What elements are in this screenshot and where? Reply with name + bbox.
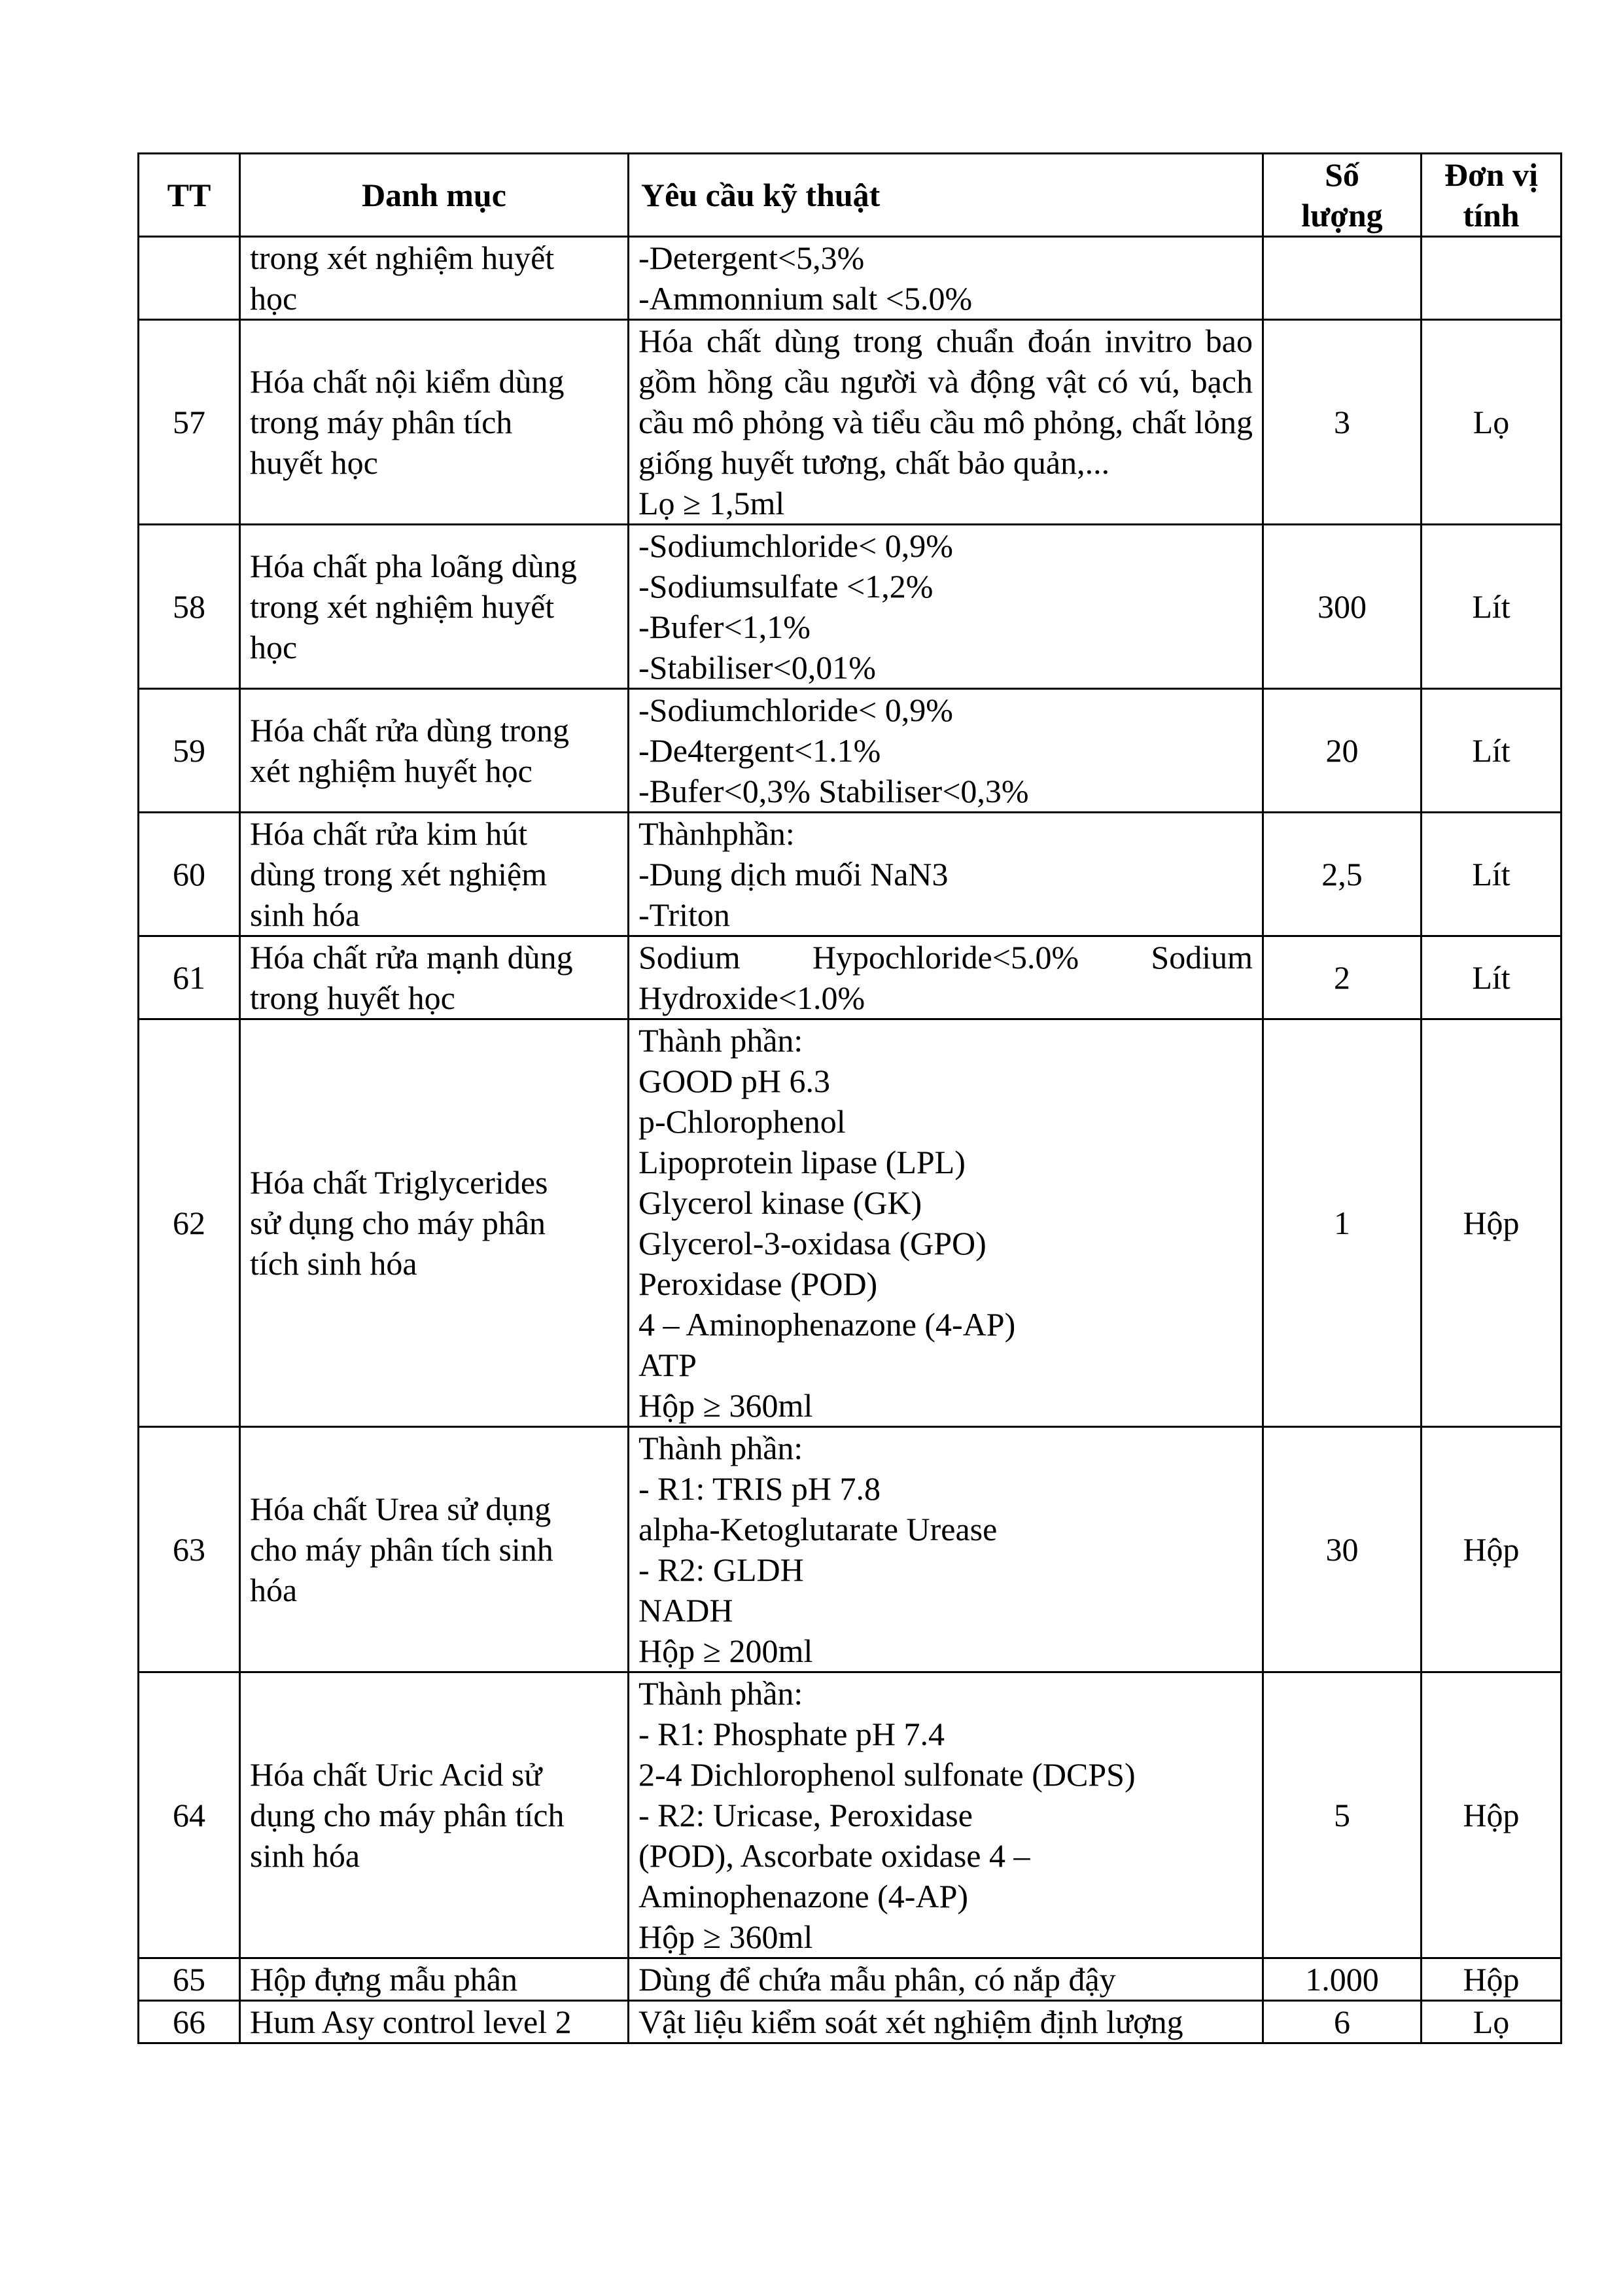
- yeu-cau-line: -Bufer<1,1%: [638, 609, 811, 645]
- yeu-cau-line: NADH: [638, 1592, 733, 1629]
- yeu-cau-line: - R1: Phosphate pH 7.4: [638, 1716, 945, 1752]
- danh-muc-line: Hum Asy control level 2: [250, 2004, 572, 2040]
- yeu-cau-line: -Detergent<5,3%: [638, 239, 865, 276]
- cell-danh-muc: [240, 1672, 629, 1958]
- danh-muc-line: học: [250, 280, 298, 317]
- cell-tt: 66: [139, 2001, 240, 2043]
- danh-muc-line: trong xét nghiệm huyết: [250, 239, 555, 276]
- yeu-cau-line: -Sodiumchloride< 0,9%: [638, 692, 953, 728]
- table-row: [139, 936, 1562, 1019]
- yeu-cau-line: Thành phần:: [638, 1022, 803, 1059]
- cell-so-luong: 2,5: [1263, 813, 1422, 936]
- header-don-vi-line2: tính: [1463, 197, 1520, 234]
- danh-muc-line: trong huyết học: [250, 980, 455, 1016]
- cell-don-vi: Hộp: [1422, 1427, 1562, 1672]
- danh-muc-line: Hóa chất rửa kim hút: [250, 815, 528, 852]
- danh-muc-line: Hóa chất rửa dùng trong: [250, 712, 570, 749]
- cell-danh-muc: [240, 2001, 629, 2043]
- table-row: [139, 689, 1562, 813]
- danh-muc-line: sinh hóa: [250, 896, 360, 933]
- technical-spec-table: [137, 152, 1562, 2044]
- yeu-cau-paragraph: Hóa chất dùng trong chuẩn đoán invitro bao gồm hồng cầu người và động vật có vú, bạch cầu mô phỏng và tiểu cầu mô phỏng, chất lỏng giống huyết tương, chất bảo quản,...: [638, 323, 1253, 481]
- yeu-cau-line: Dùng để chứa mẫu phân, có nắp đậy: [638, 1961, 1116, 1998]
- yeu-cau-line: alpha-Ketoglutarate Urease: [638, 1511, 998, 1547]
- cell-yeu-cau: [629, 936, 1263, 1019]
- table-row: [139, 813, 1562, 936]
- header-yeu-cau: Yêu cầu kỹ thuật: [629, 154, 1263, 237]
- cell-tt: 57: [139, 320, 240, 525]
- cell-don-vi: Lít: [1422, 936, 1562, 1019]
- yeu-cau-line: -Ammonnium salt <5.0%: [638, 280, 973, 317]
- cell-yeu-cau: [629, 525, 1263, 689]
- table-body: [139, 237, 1562, 2043]
- cell-tt: 62: [139, 1019, 240, 1427]
- yeu-cau-line: Vật liệu kiểm soát xét nghiệm định lượng: [638, 2004, 1183, 2040]
- table-header-row: [139, 154, 1562, 237]
- yeu-cau-line: (POD), Ascorbate oxidase 4 –: [638, 1837, 1030, 1874]
- cell-so-luong: [1263, 237, 1422, 320]
- yeu-cau-line: - R2: GLDH: [638, 1551, 804, 1588]
- danh-muc-line: Hóa chất nội kiểm dùng: [250, 363, 565, 400]
- danh-muc-line: Hóa chất pha loãng dùng: [250, 548, 577, 584]
- cell-don-vi: [1422, 237, 1562, 320]
- cell-yeu-cau: [629, 1958, 1263, 2001]
- yeu-cau-line: - R2: Uricase, Peroxidase: [638, 1797, 973, 1833]
- cell-yeu-cau: [629, 320, 1263, 525]
- yeu-cau-line: Peroxidase (POD): [638, 1265, 878, 1302]
- header-danh-muc: Danh mục: [240, 154, 629, 237]
- header-so-luong-line1: Số: [1325, 156, 1359, 193]
- yeu-cau-line: Thànhphần:: [638, 815, 795, 852]
- cell-so-luong: 1: [1263, 1019, 1422, 1427]
- yeu-cau-line: Thành phần:: [638, 1675, 803, 1712]
- cell-tt: 64: [139, 1672, 240, 1958]
- cell-danh-muc: [240, 320, 629, 525]
- header-don-vi: [1422, 154, 1562, 237]
- yeu-cau-line: Hộp ≥ 360ml: [638, 1387, 813, 1424]
- danh-muc-line: học: [250, 629, 298, 665]
- cell-yeu-cau: [629, 1672, 1263, 1958]
- cell-tt: 60: [139, 813, 240, 936]
- cell-danh-muc: [240, 936, 629, 1019]
- danh-muc-line: Hộp đựng mẫu phân: [250, 1961, 517, 1998]
- cell-don-vi: Lít: [1422, 689, 1562, 813]
- yeu-cau-line: ATP: [638, 1347, 697, 1383]
- cell-don-vi: Hộp: [1422, 1672, 1562, 1958]
- cell-yeu-cau: [629, 813, 1263, 936]
- yeu-cau-line: Thành phần:: [638, 1430, 803, 1466]
- danh-muc-line: xét nghiệm huyết học: [250, 752, 532, 789]
- table-row: [139, 525, 1562, 689]
- cell-don-vi: Lít: [1422, 813, 1562, 936]
- cell-danh-muc: [240, 813, 629, 936]
- cell-don-vi: Lọ: [1422, 320, 1562, 525]
- cell-tt: 58: [139, 525, 240, 689]
- cell-so-luong: 3: [1263, 320, 1422, 525]
- danh-muc-line: hóa: [250, 1572, 298, 1608]
- cell-danh-muc: [240, 689, 629, 813]
- table-row: [139, 1427, 1562, 1672]
- cell-don-vi: Lít: [1422, 525, 1562, 689]
- table-row: [139, 1019, 1562, 1427]
- cell-yeu-cau: [629, 237, 1263, 320]
- yeu-cau-line: Aminophenazone (4-AP): [638, 1878, 969, 1915]
- cell-so-luong: 6: [1263, 2001, 1422, 2043]
- header-tt: TT: [139, 154, 240, 237]
- header-so-luong-line2: lượng: [1301, 197, 1383, 234]
- cell-danh-muc: [240, 1958, 629, 2001]
- cell-so-luong: 300: [1263, 525, 1422, 689]
- cell-yeu-cau: [629, 689, 1263, 813]
- cell-don-vi: Lọ: [1422, 2001, 1562, 2043]
- header-so-luong: [1263, 154, 1422, 237]
- yeu-cau-line: - R1: TRIS pH 7.8: [638, 1470, 881, 1507]
- yeu-cau-line: -Dung dịch muối NaN3: [638, 856, 949, 892]
- cell-so-luong: 2: [1263, 936, 1422, 1019]
- yeu-cau-line: Lipoprotein lipase (LPL): [638, 1144, 966, 1180]
- yeu-cau-paragraph: Sodium Hypochloride<5.0% Sodium Hydroxide<1.0%: [638, 939, 1253, 1016]
- yeu-cau-line: Hộp ≥ 200ml: [638, 1633, 813, 1669]
- danh-muc-line: huyết học: [250, 444, 378, 481]
- yeu-cau-line: 4 – Aminophenazone (4-AP): [638, 1306, 1016, 1343]
- danh-muc-line: tích sinh hóa: [250, 1245, 417, 1282]
- yeu-cau-line: -Bufer<0,3% Stabiliser<0,3%: [638, 773, 1029, 809]
- danh-muc-line: Hóa chất Uric Acid sử: [250, 1756, 542, 1793]
- cell-yeu-cau: [629, 2001, 1263, 2043]
- yeu-cau-line: -Triton: [638, 896, 730, 933]
- cell-danh-muc: [240, 237, 629, 320]
- cell-so-luong: 20: [1263, 689, 1422, 813]
- yeu-cau-line: Hộp ≥ 360ml: [638, 1918, 813, 1955]
- danh-muc-line: sử dụng cho máy phân: [250, 1205, 546, 1241]
- yeu-cau-line: -Sodiumchloride< 0,9%: [638, 527, 953, 564]
- cell-don-vi: Hộp: [1422, 1958, 1562, 2001]
- cell-tt: 61: [139, 936, 240, 1019]
- yeu-cau-line: -Stabiliser<0,01%: [638, 649, 876, 686]
- yeu-cau-line: 2-4 Dichlorophenol sulfonate (DCPS): [638, 1756, 1136, 1793]
- cell-so-luong: 30: [1263, 1427, 1422, 1672]
- cell-don-vi: Hộp: [1422, 1019, 1562, 1427]
- cell-so-luong: 1.000: [1263, 1958, 1422, 2001]
- yeu-cau-line: -Sodiumsulfate <1,2%: [638, 568, 934, 605]
- table-row: [139, 237, 1562, 320]
- table-row: [139, 1958, 1562, 2001]
- cell-so-luong: 5: [1263, 1672, 1422, 1958]
- cell-yeu-cau: [629, 1019, 1263, 1427]
- yeu-cau-line: Glycerol-3-oxidasa (GPO): [638, 1225, 986, 1262]
- yeu-cau-line: Glycerol kinase (GK): [638, 1184, 922, 1221]
- yeu-cau-line: Lọ ≥ 1,5ml: [638, 485, 785, 521]
- danh-muc-line: Hóa chất Urea sử dụng: [250, 1491, 551, 1527]
- cell-danh-muc: [240, 1427, 629, 1672]
- yeu-cau-line: -De4tergent<1.1%: [638, 732, 881, 769]
- danh-muc-line: Hóa chất Triglycerides: [250, 1164, 548, 1201]
- danh-muc-line: sinh hóa: [250, 1837, 360, 1874]
- table-row: [139, 320, 1562, 525]
- danh-muc-line: dụng cho máy phân tích: [250, 1797, 565, 1833]
- danh-muc-line: cho máy phân tích sinh: [250, 1531, 553, 1568]
- table-row: [139, 2001, 1562, 2043]
- cell-danh-muc: [240, 525, 629, 689]
- danh-muc-line: trong máy phân tích: [250, 404, 513, 440]
- cell-danh-muc: [240, 1019, 629, 1427]
- danh-muc-line: dùng trong xét nghiệm: [250, 856, 548, 892]
- cell-tt: 59: [139, 689, 240, 813]
- header-don-vi-line1: Đơn vị: [1444, 156, 1538, 193]
- cell-tt: 65: [139, 1958, 240, 2001]
- danh-muc-line: Hóa chất rửa mạnh dùng: [250, 939, 573, 976]
- yeu-cau-line: p-Chlorophenol: [638, 1103, 846, 1140]
- cell-tt: 63: [139, 1427, 240, 1672]
- cell-yeu-cau: [629, 1427, 1263, 1672]
- danh-muc-line: trong xét nghiệm huyết: [250, 588, 555, 625]
- cell-tt: [139, 237, 240, 320]
- yeu-cau-line: GOOD pH 6.3: [638, 1063, 831, 1099]
- table-row: [139, 1672, 1562, 1958]
